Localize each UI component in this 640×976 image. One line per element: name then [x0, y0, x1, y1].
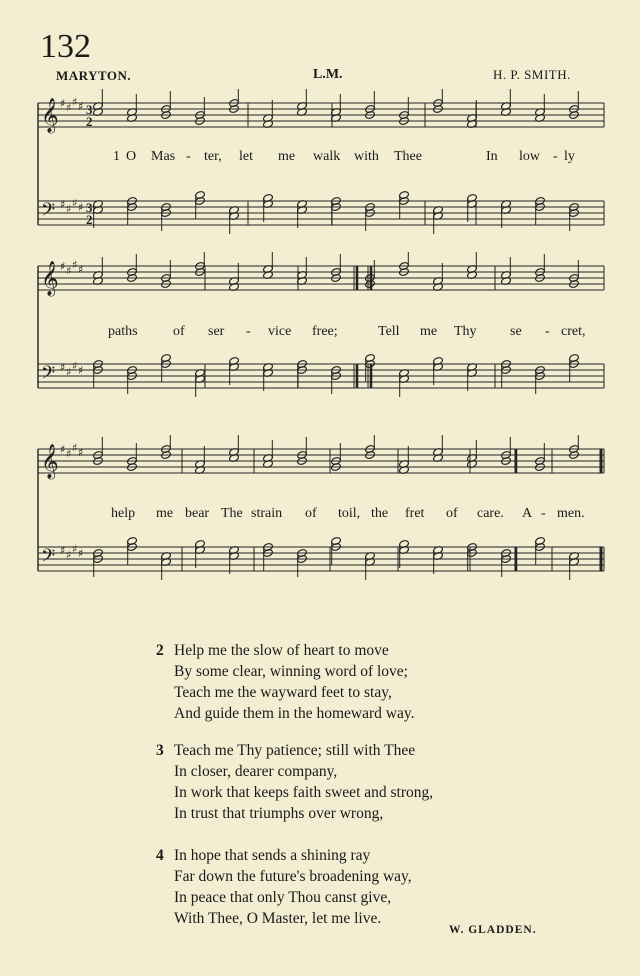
lyric-syllable: O [126, 149, 137, 164]
sharp-icon: ♯ [60, 260, 66, 273]
lyric-syllable: The [221, 506, 243, 521]
lyric-syllable: Mas [151, 149, 176, 164]
verse-line: In hope that sends a shining ray [174, 847, 371, 864]
sharp-icon: ♯ [78, 100, 84, 113]
sharp-icon: ♯ [66, 365, 72, 379]
lyric-syllable: of [305, 506, 317, 521]
lyric-syllable: ter, [204, 149, 222, 164]
verse-line: Help me the slow of heart to move [174, 642, 389, 659]
verse-line: Far down the future's broadening way, [174, 868, 412, 885]
lyric-syllable: - [541, 506, 546, 521]
lyric-syllable: - [545, 324, 550, 339]
lyric-syllable: 1 [113, 149, 120, 164]
sharp-icon: ♯ [66, 548, 72, 562]
lyric-syllable: with [354, 149, 379, 164]
sharp-icon: ♯ [78, 201, 84, 214]
composer: H. P. SMITH. [493, 67, 571, 82]
time-signature-digit: 2 [86, 114, 93, 129]
lyric-syllable: - [553, 149, 558, 164]
hymn-number: 132 [40, 28, 91, 65]
sharp-icon: ♯ [60, 443, 66, 456]
lyric-syllable: paths [108, 324, 138, 339]
verse-3 [156, 740, 433, 824]
lyric-syllable: care. [477, 506, 504, 521]
lyric-syllable: low [519, 149, 540, 164]
sharp-icon: ♯ [72, 441, 78, 455]
time-signature-digit: 2 [86, 212, 93, 227]
verse-line: Teach me the wayward feet to stay, [174, 684, 392, 701]
treble-staff [38, 259, 604, 298]
sharp-icon: ♯ [66, 202, 72, 216]
lyric-syllable: strain [251, 506, 283, 521]
verse-2 [156, 640, 414, 724]
lyric-syllable: free; [312, 324, 338, 339]
lyric-syllable: vice [268, 324, 292, 339]
bass-staff [38, 360, 604, 389]
verse-number: 3 [156, 742, 164, 759]
sharp-icon: ♯ [78, 547, 84, 560]
sharp-icon: ♯ [72, 196, 78, 210]
lyric-syllable: me [278, 149, 296, 164]
lyric-syllable: cret, [561, 324, 586, 339]
lyric-syllable: of [173, 324, 185, 339]
verse-4 [156, 845, 412, 929]
verse-number: 4 [156, 847, 164, 864]
lyric-syllable: men. [557, 506, 585, 521]
sharp-icon: ♯ [66, 101, 72, 115]
treble-staff [38, 96, 604, 135]
verse-line: With Thee, O Master, let me live. [174, 910, 382, 927]
sharp-icon: ♯ [72, 95, 78, 109]
lyric-syllable: Tell [378, 324, 400, 339]
verse-line: In closer, dearer company, [174, 763, 338, 780]
lyric-syllable: toil, [338, 506, 361, 521]
sharp-icon: ♯ [78, 446, 84, 459]
music-system-1 [0, 89, 640, 241]
verse-line: In work that keeps faith sweet and strong, [174, 784, 434, 801]
lyric-syllable: fret [405, 506, 425, 521]
lyric-syllable: help [111, 506, 136, 521]
treble-clef-icon: 𝄞 [41, 98, 59, 133]
verse-line: And guide them in the homeward way. [174, 705, 415, 722]
lyric-syllable: let [239, 149, 253, 164]
bass-clef-icon: 𝄢 [41, 363, 56, 388]
verse-line: In trust that triumphs over wrong, [174, 805, 384, 822]
time-signature-digit: 3 [86, 200, 93, 215]
lyric-syllable: me [156, 506, 174, 521]
verse-line: In peace that only Thou canst give, [174, 889, 392, 906]
lyric-syllable: bear [185, 506, 210, 521]
lyric-syllable: walk [313, 149, 341, 164]
tune-name: MARYTON. [56, 68, 132, 83]
sharp-icon: ♯ [72, 542, 78, 556]
bass-clef-icon: 𝄢 [41, 546, 56, 571]
verse-line: Teach me Thy patience; still with Thee [174, 742, 416, 759]
sharp-icon: ♯ [60, 97, 66, 110]
lyric-syllable: In [486, 149, 498, 164]
sharp-icon: ♯ [72, 258, 78, 272]
lyric-syllable: se [510, 324, 522, 339]
lyric-syllable: the [371, 506, 389, 521]
treble-clef-icon: 𝄞 [41, 444, 59, 479]
lyric-syllable: ser [208, 324, 225, 339]
sharp-icon: ♯ [78, 364, 84, 377]
lyric-syllable: me [420, 324, 438, 339]
time-signature-digit: 3 [86, 102, 93, 117]
lyric-syllable: Thy [454, 324, 477, 339]
sharp-icon: ♯ [60, 198, 66, 211]
lyric-syllable: A [522, 506, 533, 521]
sharp-icon: ♯ [60, 544, 66, 557]
verse-line: By some clear, winning word of love; [174, 663, 408, 680]
sharp-icon: ♯ [66, 447, 72, 461]
bass-staff [38, 543, 604, 572]
lyric-syllable: of [446, 506, 458, 521]
sharp-icon: ♯ [66, 264, 72, 278]
bass-clef-icon: 𝄢 [41, 200, 56, 225]
verse-number: 2 [156, 642, 164, 659]
treble-staff [38, 442, 604, 481]
author: W. GLADDEN. [449, 924, 537, 936]
meter: L.M. [313, 67, 343, 82]
lyric-syllable: - [186, 149, 191, 164]
bass-staff [38, 197, 604, 228]
sharp-icon: ♯ [78, 263, 84, 276]
treble-clef-icon: 𝄞 [41, 261, 59, 296]
lyric-syllable: Thee [394, 149, 422, 164]
sharp-icon: ♯ [60, 361, 66, 374]
lyric-syllable: - [246, 324, 251, 339]
lyric-syllable: ly [564, 149, 575, 164]
sharp-icon: ♯ [72, 359, 78, 373]
